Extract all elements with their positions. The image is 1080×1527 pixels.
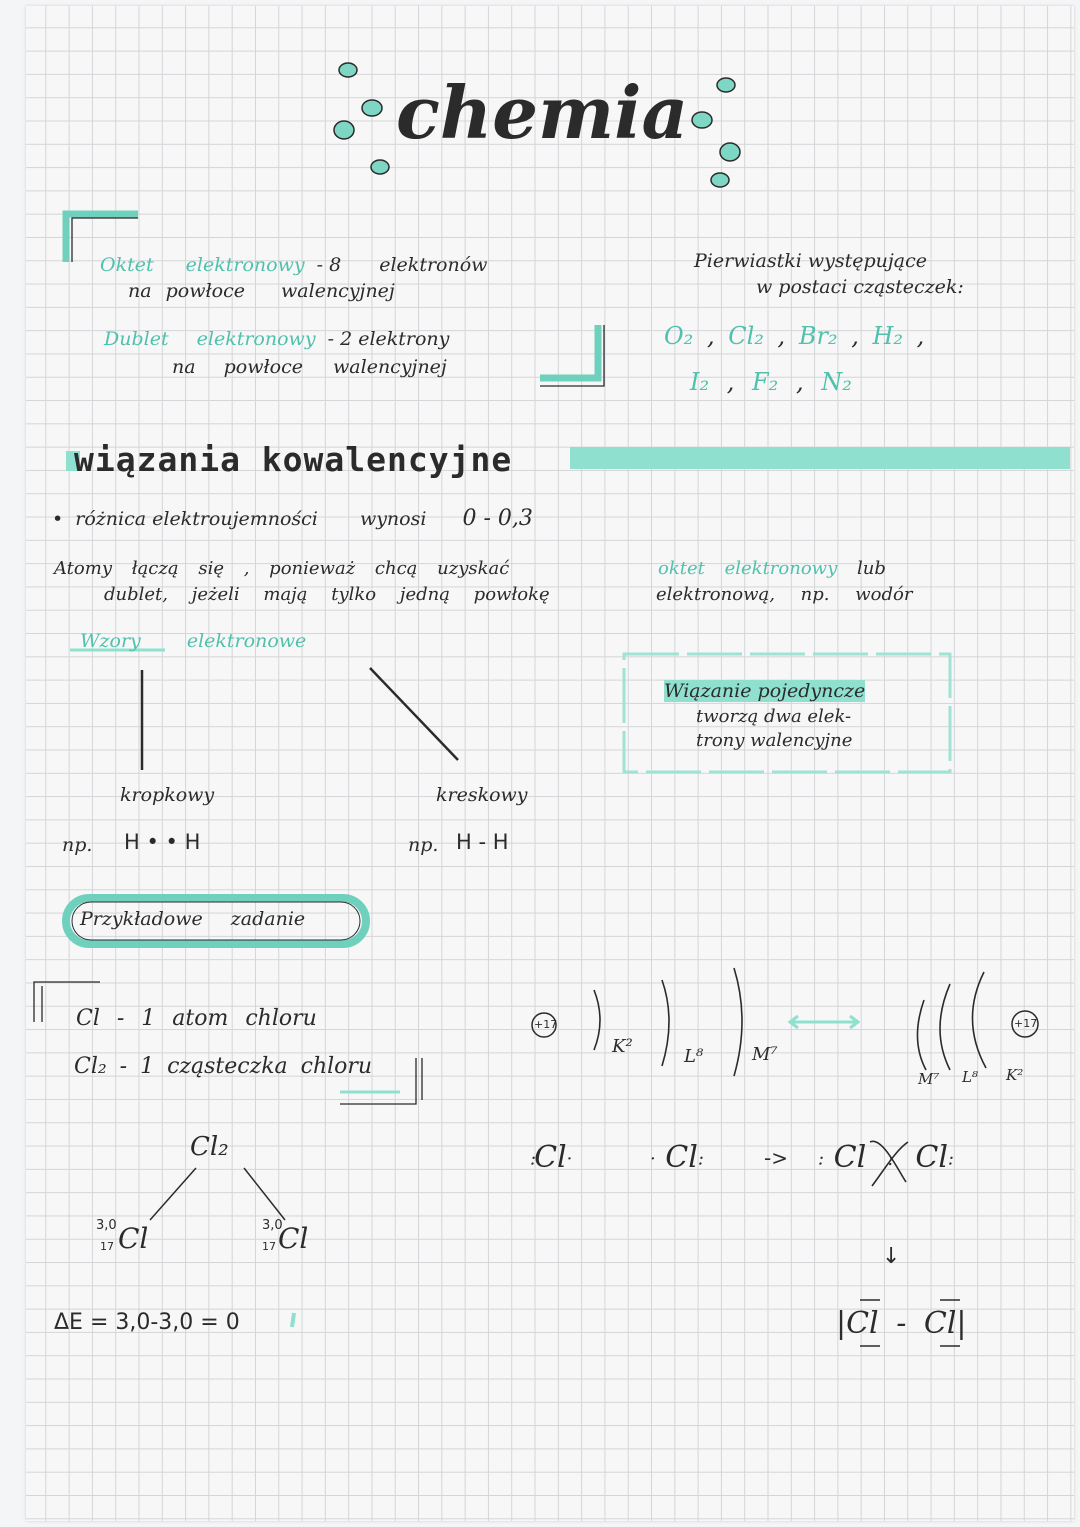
atoms-line-1-left	[54, 558, 509, 579]
oktet-term: Oktet	[100, 254, 154, 276]
shell-k: K²	[612, 1036, 633, 1057]
element: H₂	[872, 322, 904, 350]
difference-label: różnica elektroujemności	[75, 508, 318, 530]
down-arrow: ↓	[882, 1244, 901, 1269]
example-badge: Przykładowe zadanie	[80, 908, 306, 930]
text: Wzory	[80, 630, 141, 652]
line-example: H - H	[456, 830, 509, 854]
patterns-heading	[80, 630, 306, 652]
shared-pair: :	[887, 1148, 894, 1170]
delta-equation: ΔE = 3,0-3,0 = 0	[54, 1310, 240, 1335]
dublet-term: Dublet	[104, 328, 169, 350]
section-heading: wiązania kowalencyjne	[74, 440, 513, 479]
text: dublet,	[104, 584, 169, 605]
droplet-icon	[371, 160, 389, 174]
text: uzyskać	[437, 558, 510, 579]
lewis-cl-1	[530, 1140, 572, 1175]
line-label: kreskowy	[436, 784, 528, 806]
nucleus-label: +17	[534, 1018, 558, 1031]
droplet-icon	[339, 63, 357, 77]
electron-dots: :	[947, 1148, 954, 1170]
dotted-example: H • • H	[124, 830, 201, 854]
atoms-line-2-left	[104, 584, 550, 605]
atoms-line-2-right	[656, 584, 912, 605]
lewis-result: |Cl - Cl|	[836, 1306, 967, 1341]
text: oktet	[658, 558, 705, 579]
text: tylko	[331, 584, 377, 605]
symbol-left: Cl	[833, 1140, 867, 1175]
droplet-icon	[717, 78, 735, 92]
text: elektronową,	[656, 584, 775, 605]
shell-l: L⁸	[684, 1046, 704, 1067]
example-line-2: Cl₂ - 1 cząsteczka chloru	[74, 1054, 373, 1079]
diatomic-header-1: Pierwiastki występujące	[694, 250, 928, 272]
droplet-icon	[362, 100, 382, 116]
text: walencyjnej	[333, 356, 447, 378]
text: na	[128, 280, 152, 302]
electron-dots: ·	[566, 1148, 573, 1170]
mirror-shell-l: L⁸	[962, 1068, 978, 1086]
left-electronegativity: 3,0	[96, 1218, 117, 1233]
separator: ,	[777, 322, 786, 350]
right-symbol: Cl	[278, 1222, 309, 1255]
difference-verb: wynosi	[359, 508, 427, 530]
droplet-icon	[711, 173, 729, 187]
left-symbol: Cl	[118, 1222, 149, 1255]
shell-m: M⁷	[752, 1044, 778, 1065]
page-title: chemia	[396, 70, 689, 155]
electron-dots: ·	[650, 1148, 656, 1170]
right-atomic-number: 17	[262, 1240, 276, 1253]
text: chcą	[374, 558, 418, 579]
electron-dots: :	[530, 1148, 535, 1170]
example-line-1: Cl - 1 atom chloru	[76, 1006, 317, 1031]
text: na	[172, 356, 196, 378]
single-bond-title	[664, 680, 865, 702]
text: Wiązanie pojedyncze	[664, 680, 866, 702]
text: walencyjnej	[281, 280, 395, 302]
text: powłoce	[223, 356, 303, 378]
line-example-prefix: np.	[408, 834, 439, 856]
electron-dots: :	[818, 1148, 825, 1170]
element: Cl₂	[728, 322, 764, 350]
left-atomic-number: 17	[100, 1240, 114, 1253]
text: elektronowy	[724, 558, 838, 579]
dotted-example-prefix: np.	[62, 834, 93, 856]
separator: ,	[706, 322, 715, 350]
lewis-cl-2	[650, 1140, 704, 1175]
text: Atomy	[54, 558, 112, 579]
diatomic-header-2: w postaci cząsteczek:	[756, 276, 964, 298]
element: I₂	[690, 368, 710, 396]
text: jeżeli	[191, 584, 240, 605]
tree-top: Cl₂	[190, 1132, 229, 1162]
dublet-word: elektronowy	[196, 328, 316, 350]
oktet-line-2	[128, 280, 395, 302]
lewis-pair	[818, 1140, 954, 1175]
arrow: ->	[764, 1146, 788, 1170]
separator: ,	[851, 322, 859, 350]
text: , ponieważ	[243, 558, 356, 579]
separator: ,	[916, 322, 925, 350]
symbol: Cl	[534, 1140, 567, 1175]
text: lub	[857, 558, 886, 579]
difference-line	[52, 506, 533, 531]
text: się	[198, 558, 224, 579]
separator: ,	[795, 368, 804, 396]
element: N₂	[821, 368, 852, 396]
droplet-icon	[334, 121, 354, 139]
element: Br₂	[798, 322, 838, 350]
diatomic-row-1	[664, 322, 924, 350]
diatomic-row-2	[690, 368, 852, 396]
oktet-number: - 8	[316, 254, 342, 276]
symbol-right: Cl	[915, 1140, 948, 1175]
text: np. wodór	[800, 584, 913, 605]
dublet-value: - 2 elektrony	[327, 328, 450, 350]
atoms-line-1-right	[658, 558, 886, 579]
droplet-icon	[692, 112, 712, 128]
droplet-icon	[720, 143, 740, 161]
mirror-nucleus-label: +17	[1014, 1017, 1038, 1030]
bullet: •	[52, 508, 64, 530]
right-electronegativity: 3,0	[262, 1218, 283, 1233]
difference-range: 0 - 0,3	[462, 506, 533, 531]
mirror-shell-m: M⁷	[918, 1070, 940, 1088]
text: mają	[263, 584, 308, 605]
text: powłoce	[165, 280, 245, 302]
single-bond-line-3: trony walencyjne	[696, 730, 853, 751]
text: jedną powłokę	[399, 584, 550, 605]
mirror-shell-k: K²	[1006, 1066, 1024, 1084]
text: łączą	[131, 558, 179, 579]
oktet-unit: elektronów	[379, 254, 488, 276]
oktet-line-1	[100, 254, 487, 276]
element: F₂	[752, 368, 779, 396]
single-bond-line-2: tworzą dwa elek-	[696, 706, 852, 727]
oktet-word: elektronowy	[185, 254, 305, 276]
text: elektronowe	[186, 630, 307, 652]
electron-dots: :	[697, 1148, 704, 1170]
dublet-line-1	[104, 328, 449, 350]
element: O₂	[664, 322, 694, 350]
dublet-line-2	[172, 356, 447, 378]
dotted-label: kropkowy	[120, 784, 215, 806]
symbol: Cl	[665, 1140, 698, 1175]
separator: ,	[726, 368, 735, 396]
